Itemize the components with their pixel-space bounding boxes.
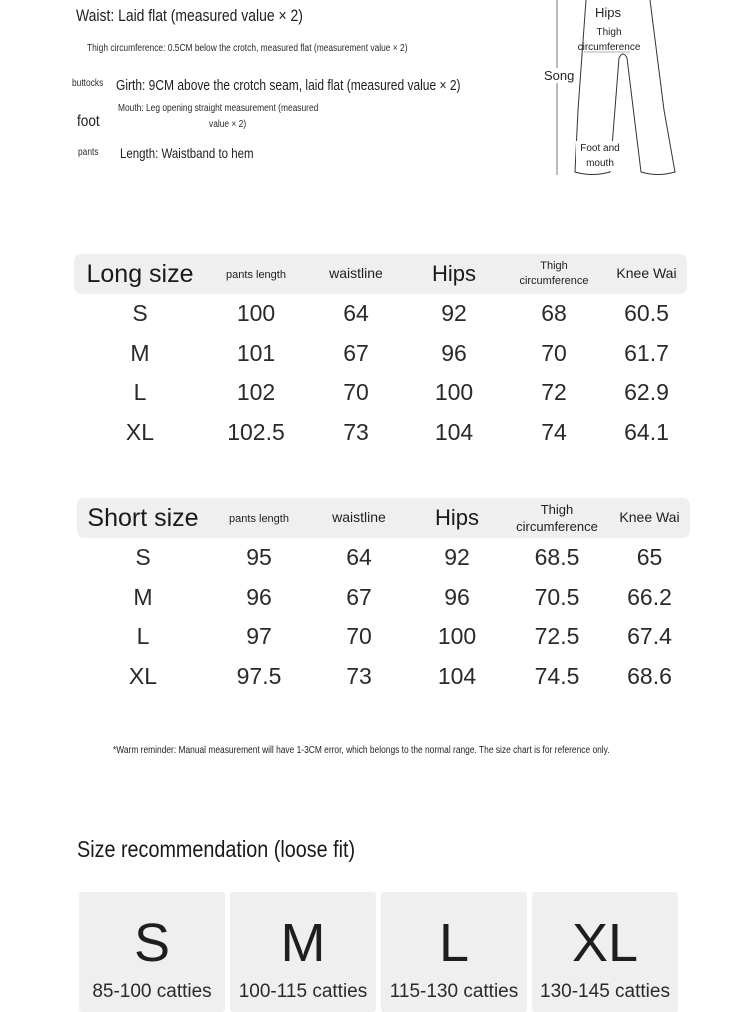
long-size-table	[74, 254, 687, 452]
diagram-thigh-line1: Thigh	[596, 27, 622, 38]
recommendation-weight: 85-100 catties	[92, 981, 212, 1002]
table-row	[74, 413, 687, 453]
table-row	[74, 294, 687, 334]
header-waistline: waistline	[329, 265, 383, 281]
table-cell: 96	[444, 583, 470, 610]
foot-note-line1: Mouth: Leg opening straight measurement (measured	[118, 103, 319, 114]
table-row	[74, 373, 687, 413]
recommendation-title: Size recommendation (loose fit)	[77, 836, 356, 862]
table-row	[77, 657, 690, 697]
size-cell: XL	[128, 662, 158, 689]
waist-note: Waist: Laid flat (measured value × 2)	[76, 6, 303, 25]
size-cell: L	[133, 379, 147, 406]
warm-reminder: *Warm reminder: Manual measurement will have 1-3CM error, which belongs to the normal range. The size chart is for reference only.	[113, 745, 610, 756]
table-row	[74, 334, 687, 374]
table-cell: 70	[343, 379, 369, 406]
diagram-hips-label: Hips	[595, 5, 622, 20]
size-cell: S	[135, 544, 151, 571]
header-waistline: waistline	[332, 509, 386, 525]
header-hips: Hips	[431, 261, 476, 286]
table-cell: 100	[437, 623, 477, 650]
table-cell: 96	[246, 583, 272, 610]
header-hips: Hips	[434, 505, 479, 530]
recommendation-size: M	[280, 913, 326, 973]
recommendation-weight: 115-130 catties	[389, 981, 519, 1002]
size-cell: L	[136, 623, 150, 650]
size-cell: S	[132, 300, 148, 327]
size-cell: XL	[125, 418, 155, 445]
table-cell: 67	[343, 339, 369, 366]
short-table-title: Short size	[87, 503, 199, 532]
table-cell: 104	[434, 418, 474, 445]
foot-key: foot	[77, 113, 100, 130]
buttocks-note: Girth: 9CM above the crotch seam, laid flat (measured value × 2)	[116, 77, 461, 94]
table-cell: 64.1	[624, 418, 669, 445]
table-cell: 65	[636, 544, 663, 571]
table-cell: 97	[246, 623, 272, 650]
table-cell: 102.5	[227, 418, 285, 445]
pants-key: pants	[78, 147, 99, 158]
table-cell: 68	[541, 300, 567, 327]
diagram-foot-line2: mouth	[576, 156, 624, 171]
table-cell: 72.5	[534, 623, 580, 650]
header-thigh-line1: Thigh	[540, 260, 568, 272]
table-cell: 73	[346, 662, 372, 689]
header-pants-length: pants length	[226, 269, 286, 281]
table-cell: 92	[441, 300, 467, 327]
recommendation-card-m	[230, 892, 376, 1012]
pants-diagram	[540, 0, 690, 185]
table-cell: 73	[343, 418, 369, 445]
buttocks-key: buttocks	[72, 78, 104, 89]
table-cell: 66.2	[627, 583, 672, 610]
table-cell: 72	[541, 379, 567, 406]
header-pants-length: pants length	[229, 513, 289, 525]
header-knee: Knee Wai	[619, 509, 680, 525]
size-cell: M	[130, 339, 150, 366]
table-cell: 74	[541, 418, 567, 445]
table-cell: 74.5	[534, 662, 580, 689]
recommendation-size: L	[438, 913, 470, 973]
table-row	[77, 538, 690, 578]
table-cell: 104	[437, 662, 477, 689]
pants-note: Length: Waistband to hem	[120, 145, 254, 161]
short-size-table	[77, 498, 690, 696]
recommendation-card-l	[381, 892, 527, 1012]
table-cell: 64	[343, 300, 369, 327]
diagram-thigh-line2: circumference	[577, 42, 641, 53]
size-cell: M	[133, 583, 153, 610]
table-row	[77, 578, 690, 618]
diagram-length-label: Song	[544, 68, 575, 83]
table-cell: 67.4	[627, 623, 672, 650]
header-thigh-line2: circumference	[519, 275, 589, 287]
diagram-foot-line1: Foot and	[576, 141, 624, 156]
table-cell: 62.9	[624, 379, 669, 406]
table-cell: 100	[434, 379, 474, 406]
table-row	[77, 617, 690, 657]
table-header-row	[74, 254, 687, 294]
table-cell: 70	[346, 623, 372, 650]
table-cell: 68.6	[627, 662, 672, 689]
table-cell: 100	[236, 300, 276, 327]
table-cell: 70.5	[534, 583, 580, 610]
recommendation-weight: 130-145 catties	[540, 981, 670, 1002]
recommendation-card-xl	[532, 892, 678, 1012]
recommendation-size: XL	[571, 913, 639, 973]
foot-note-line2: value × 2)	[209, 119, 247, 130]
table-cell: 101	[236, 339, 276, 366]
table-cell: 61.7	[624, 339, 669, 366]
recommendation-size: S	[133, 913, 171, 973]
recommendation-card-s	[79, 892, 225, 1012]
table-cell: 60.5	[624, 300, 669, 327]
table-cell: 96	[441, 339, 467, 366]
table-cell: 95	[246, 544, 272, 571]
table-cell: 67	[346, 583, 372, 610]
table-cell: 68.5	[534, 544, 580, 571]
long-table-title: Long size	[86, 259, 194, 288]
table-header-row	[77, 498, 690, 538]
recommendation-weight: 100-115 catties	[238, 981, 368, 1002]
header-knee: Knee Wai	[616, 265, 677, 281]
table-cell: 97.5	[236, 662, 282, 689]
table-cell: 64	[346, 544, 372, 571]
thigh-note: Thigh circumference: 0.5CM below the crotch, measured flat (measurement value × 2)	[87, 43, 408, 54]
header-thigh-line2: circumference	[516, 519, 598, 534]
table-cell: 102	[236, 379, 276, 406]
table-cell: 92	[444, 544, 470, 571]
table-cell: 70	[541, 339, 567, 366]
header-thigh-line1: Thigh	[540, 502, 574, 517]
